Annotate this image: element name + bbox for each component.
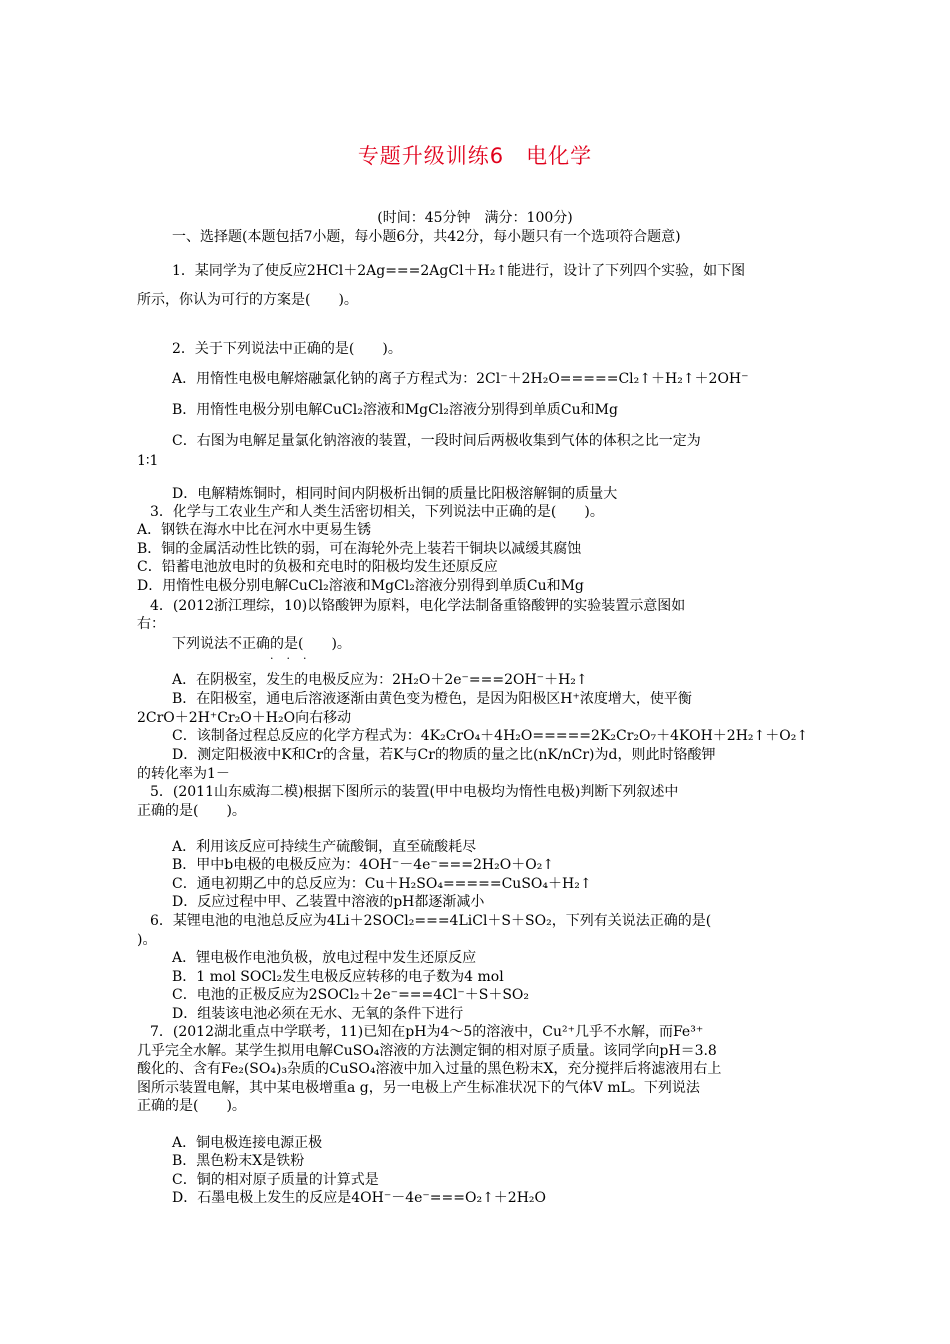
q3-option-d: D．用惰性电极分别电解CuCl₂溶液和MgCl₂溶液分别得到单质Cu和Mg (137, 578, 584, 594)
q6-option-c: C．电池的正极反应为2SOCl₂＋2e⁻===4Cl⁻＋S＋SO₂ (172, 987, 530, 1003)
q1-line1: 1．某同学为了使反应2HCl＋2Ag===2AgCl＋H₂↑能进行，设计了下列四个实验，如下图 (172, 263, 746, 279)
q4-stem-line1: 4．(2012浙江理综，10)以铬酸钾为原料，电化学法制备重铬酸钾的实验装置示意图如 (150, 598, 686, 614)
q5-stem-line2: 正确的是( )。 (137, 803, 246, 819)
q4-option-b-line2: 2CrO＋2H⁺Cr₂O＋H₂O向右移动 (137, 710, 352, 726)
time-score-line: (时间：45分钟 满分：100分) (377, 210, 573, 226)
q2-option-d: D．电解精炼铜时，相同时间内阴极析出铜的质量比阳极溶解铜的质量大 (172, 486, 618, 502)
q6-option-d: D．组装该电池必须在无水、无氧的条件下进行 (172, 1006, 464, 1022)
q5-option-a: A．利用该反应可持续生产硫酸铜，直至硫酸耗尽 (172, 839, 477, 855)
q7-stem-line5: 正确的是( )。 (137, 1098, 246, 1114)
q7-option-b: B．黑色粉末X是铁粉 (172, 1153, 305, 1169)
q4-option-a: A．在阴极室，发生的电极反应为：2H₂O＋2e⁻===2OH⁻＋H₂↑ (172, 672, 588, 688)
document-title: 专题升级训练6 电化学 (357, 144, 593, 168)
q7-option-a: A．铜电极连接电源正极 (172, 1135, 323, 1151)
q7-option-d: D．石墨电极上发生的反应是4OH⁻－4e⁻===O₂↑＋2H₂O (172, 1190, 547, 1206)
q4-option-d-line2: 的转化率为1－ (137, 766, 230, 782)
q4-stem-line3: 下列说法不正确的是( )。 (172, 636, 351, 652)
q4-option-b-line1: B．在阳极室，通电后溶液逐渐由黄色变为橙色，是因为阳极区H⁺浓度增大，使平衡 (172, 691, 692, 707)
q2-option-c-line2: 1∶1 (137, 453, 159, 469)
q7-option-c: C．铜的相对原子质量的计算式是 (172, 1172, 379, 1188)
q6-option-a: A．锂电极作电池负极，放电过程中发生还原反应 (172, 950, 477, 966)
section-heading: 一、选择题(本题包括7小题，每小题6分，共42分，每小题只有一个选项符合题意) (172, 229, 681, 245)
q4-option-d-line1: D．测定阳极液中K和Cr的含量，若K与Cr的物质的量之比(nK/nCr)为d，则此时铬酸钾 (172, 747, 716, 763)
q3-option-c: C．铅蓄电池放电时的负极和充电时的阳极均发生还原反应 (137, 559, 498, 575)
q2-option-c-line1: C．右图为电解足量氯化钠溶液的装置，一段时间后两极收集到气体的体积之比一定为 (172, 433, 701, 449)
q5-option-b: B．甲中b电极的电极反应为：4OH⁻－4e⁻===2H₂O＋O₂↑ (172, 857, 555, 873)
q6-stem-line2: )。 (137, 932, 157, 948)
q5-option-c: C．通电初期乙中的总反应为：Cu＋H₂SO₄=====CuSO₄＋H₂↑ (172, 876, 592, 892)
q5-stem-line1: 5．(2011山东威海二模)根据下图所示的装置(甲中电极均为惰性电极)判断下列叙述中 (150, 784, 679, 800)
q2-option-a: A．用惰性电极电解熔融氯化钠的离子方程式为：2Cl⁻＋2H₂O=====Cl₂↑＋H₂↑＋2OH⁻ (172, 371, 749, 387)
q3-option-b: B．铜的金属活动性比铁的弱，可在海轮外壳上装若干铜块以减缓其腐蚀 (137, 541, 582, 557)
q7-stem-line4: 图所示装置电解，其中某电极增重a g，另一电极上产生标准状况下的气体V mL。下列说法 (137, 1080, 700, 1096)
q1-line2: 所示，你认为可行的方案是( )。 (137, 292, 358, 308)
emphasis-dots: · · · (270, 652, 309, 665)
q2-option-b: B．用惰性电极分别电解CuCl₂溶液和MgCl₂溶液分别得到单质Cu和Mg (172, 402, 618, 418)
q2-stem: 2．关于下列说法中正确的是( )。 (172, 341, 402, 357)
q3-option-a: A．钢铁在海水中比在河水中更易生锈 (137, 522, 372, 538)
q3-stem: 3．化学与工农业生产和人类生活密切相关，下列说法中正确的是( )。 (150, 504, 604, 520)
q5-option-d: D．反应过程中甲、乙装置中溶液的pH都逐渐减小 (172, 894, 485, 910)
q7-stem-line2: 几乎完全水解。某学生拟用电解CuSO₄溶液的方法测定铜的相对原子质量。该同学向pH＝3.8 (137, 1043, 717, 1059)
q7-stem-line1: 7．(2012湖北重点中学联考，11)已知在pH为4～5的溶液中，Cu²⁺几乎不水解，而Fe³⁺ (150, 1024, 704, 1040)
q7-stem-line3: 酸化的、含有Fe₂(SO₄)₃杂质的CuSO₄溶液中加入过量的黑色粉末X，充分搅拌后将滤液用右上 (137, 1061, 722, 1077)
q4-stem-line2: 右： (137, 616, 165, 632)
q6-stem-line1: 6．某锂电池的电池总反应为4Li＋2SOCl₂===4LiCl＋S＋SO₂，下列有关说法正确的是( (150, 913, 712, 929)
q6-option-b: B．1 mol SOCl₂发生电极反应转移的电子数为4 mol (172, 969, 504, 985)
q4-option-c: C．该制备过程总反应的化学方程式为：4K₂CrO₄＋4H₂O=====2K₂Cr₂O₇＋4KOH＋2H₂↑＋O₂↑ (172, 728, 809, 744)
